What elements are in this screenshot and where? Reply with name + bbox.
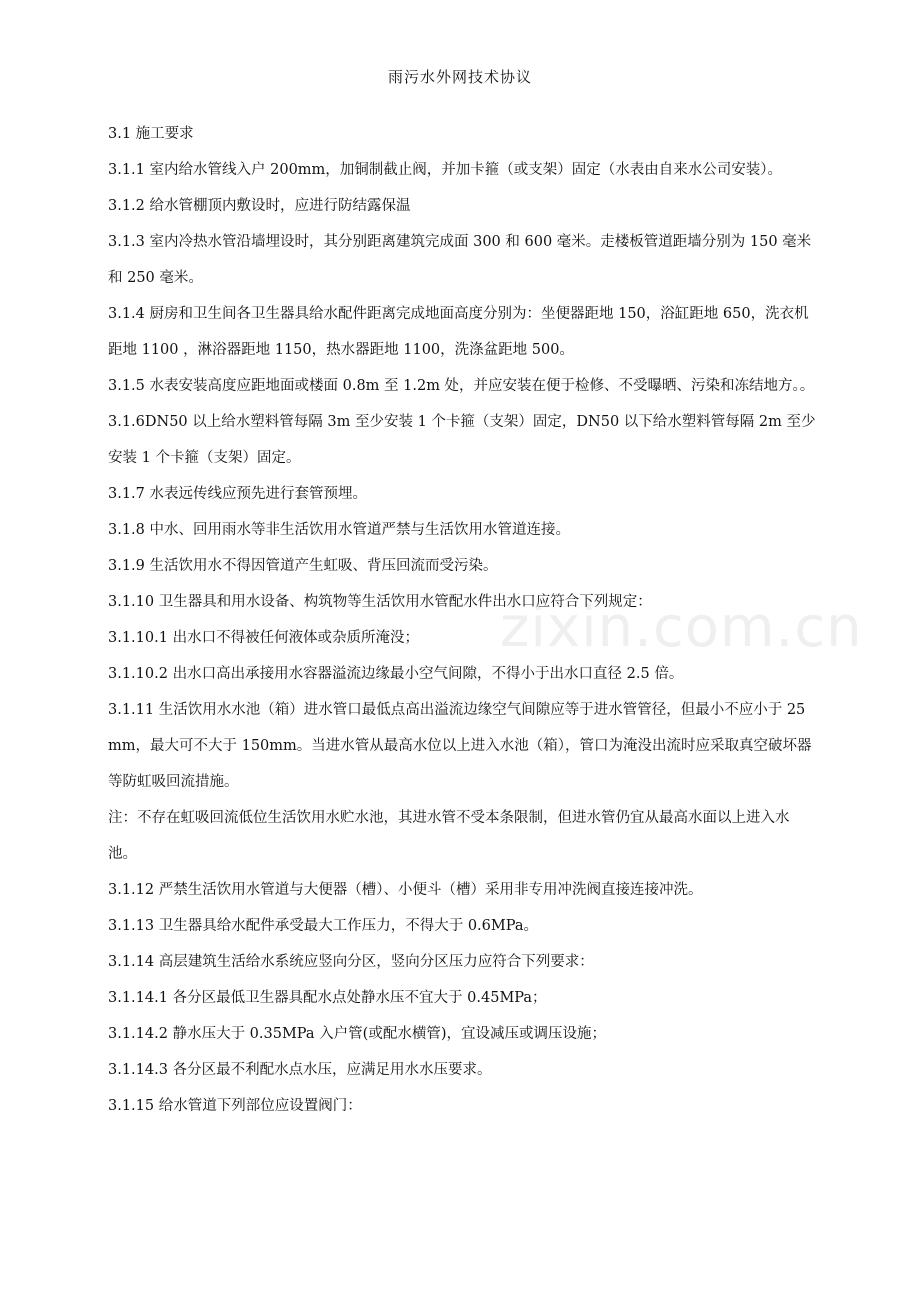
paragraph: 3.1.2 给水管棚顶内敷设时，应进行防结露保温 bbox=[108, 198, 411, 214]
paragraph: 3.1.12 严禁生活饮用水管道与大便器（槽）、小便斗（槽）采用非专用冲洗阀直接连接冲洗。 bbox=[108, 882, 703, 898]
document-title: 雨污水外网技术协议 bbox=[387, 68, 532, 86]
section-heading: 3.1 施工要求 bbox=[108, 126, 194, 142]
paragraph: 3.1.10 卫生器具和用水设备、构筑物等生活饮用水管配水件出水口应符合下列规定： bbox=[108, 594, 652, 610]
paragraph: 3.1.10.1 出水口不得被任何液体或杂质所淹没； bbox=[108, 630, 420, 646]
paragraph: 3.1.14.1 各分区最低卫生器具配水点处静水压不宜大于 0.45MPa； bbox=[108, 990, 547, 1006]
paragraph: 3.1.14.2 静水压大于 0.35MPa 入户管(或配水横管)，宜设减压或调压设施； bbox=[108, 1026, 606, 1042]
paragraph: 3.1.6DN50 以上给水塑料管每隔 3m 至少安装 1 个卡箍（支架）固定，DN50 以下给水塑料管每隔 2m 至少安装 1 个卡箍（支架）固定。 bbox=[108, 414, 816, 466]
paragraph: 3.1.10.2 出水口高出承接用水容器溢流边缘最小空气间隙，不得小于出水口直径 2.5 倍。 bbox=[108, 666, 684, 682]
paragraph: 3.1.7 水表远传线应预先进行套管预埋。 bbox=[108, 486, 368, 502]
document-body bbox=[108, 116, 818, 1124]
paragraph: 3.1.9 生活饮用水不得因管道产生虹吸、背压回流而受污染。 bbox=[108, 558, 498, 574]
paragraph: 3.1.3 室内冷热水管沿墙埋设时，其分别距离建筑完成面 300 和 600 毫米。走楼板管道距墙分别为 150 毫米和 250 毫米。 bbox=[108, 234, 812, 286]
paragraph: 3.1.14.3 各分区最不利配水点水压，应满足用水水压要求。 bbox=[108, 1062, 492, 1078]
paragraph: 3.1.4 厨房和卫生间各卫生器具给水配件距离完成地面高度分别为：坐便器距地 150，浴缸距地 650，洗衣机距地 1100 ，淋浴器距地 1150，热水器距地 1100，洗涤盆距地 500。 bbox=[108, 306, 809, 358]
paragraph: 3.1.1 室内给水管线入户 200mm，加铜制截止阀，并加卡箍（或支架）固定（水表由自来水公司安装）。 bbox=[108, 162, 783, 178]
paragraph: 3.1.15 给水管道下列部位应设置阀门： bbox=[108, 1098, 362, 1114]
paragraph: 3.1.14 高层建筑生活给水系统应竖向分区，竖向分区压力应符合下列要求： bbox=[108, 954, 594, 970]
watermark: zixin.com.cn bbox=[500, 595, 863, 660]
paragraph: 3.1.13 卫生器具给水配件承受最大工作压力，不得大于 0.6MPa。 bbox=[108, 918, 538, 934]
paragraph: 3.1.5 水表安装高度应距地面或楼面 0.8m 至 1.2m 处，并应安装在便于检修、不受曝晒、污染和冻结地方。。 bbox=[108, 378, 815, 394]
paragraph: 3.1.11 生活饮用水水池（箱）进水管口最低点高出溢流边缘空气间隙应等于进水管管径，但最小不应小于 25mm，最大可不大于 150mm。当进水管从最高水位以上进入水池（箱），管口为淹没出流时应采取真空破坏器等防虹吸回流措施。 bbox=[108, 702, 812, 790]
note-paragraph: 注：不存在虹吸回流低位生活饮用水贮水池，其进水管不受本条限制，但进水管仍宜从最高水面以上进入水池。 bbox=[108, 810, 790, 862]
paragraph: 3.1.8 中水、回用雨水等非生活饮用水管道严禁与生活饮用水管道连接。 bbox=[108, 522, 571, 538]
